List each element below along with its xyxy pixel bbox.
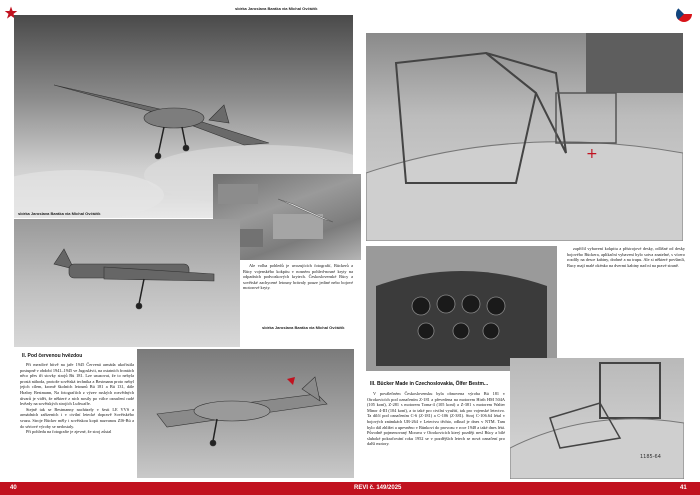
photo-cockpit-canopy — [366, 33, 683, 241]
right-text-column-top — [567, 246, 685, 368]
photo-caption-2: sbírka Jaroslava Baráka via Michal Ovčáčík — [262, 325, 345, 330]
left-para-3: Při pohledu na fotografie je zjevné, že stroj zůstal — [26, 429, 112, 435]
page-number-right: 41 — [680, 485, 687, 491]
section-heading-left: II. Pod červenou hvězdou — [22, 353, 83, 359]
header-caption: sbírka Jaroslava Baráka via Michal Ovčáčík — [235, 6, 318, 11]
left-text-column — [20, 362, 134, 478]
plane-tag: 1185-64 — [640, 454, 661, 460]
right-bottom-para-1: V poválečném Československu byla obnovena výroba Bü 181 v Otrokovicích pod označením Z-181 a převedena na motorem Hirth HM 504A (105 koní), Z-281 s motorem Toma-4 (105 koní) a Z-381 s motorem Walter Minor 4-III (104 koní), a to také pro civilní využití, tak pro vojenské letectvo. Ta dílčí pod označením C-6 (Z-181) a C-106 (Z-381). Stroj C-106.64 létal v bojových známkách UR-264 v Letectvu těchto, odkud je dnes v NTM. Tam bylo dál zhlížet a upevněno v Bünkovi do provozu v roce 1948 a také dnes létá. Původně pojmenovaný Morava v Otrokovicích který později nesl Bücy a bílé sluboké pokračování roku 1952 se v pozdějších letech se nová označení pro další motory. — [367, 391, 505, 447]
photo-plane-flight — [137, 349, 354, 478]
footer-bar — [0, 482, 700, 495]
czech-flag-icon — [676, 6, 692, 22]
section-heading-right: III. Bücker Made in Czechoslovakia, Ölfer Bestm... — [370, 381, 489, 387]
middle-para: Ale volba pohledů je uvozujících fotografií, Bückerů a Bücy vojenského kokpitu v nosném pohled-nosné kryty na odpadních podvozkových krytech. Československé Bücy a sovětské zachycené letouny brávaly pouze jediné nebo bojové motorové kryty. — [243, 263, 353, 291]
red-cross-mark: + — [586, 146, 598, 162]
right-text-column-bottom — [367, 391, 505, 479]
page-number-left: 40 — [10, 485, 17, 491]
middle-text-column — [243, 263, 353, 323]
left-para-1: Při mezdivé bitvě na jaře 1945 Červená armáda ukořistila postupně v období 1941–1945 ve Jugoslávii, na ostatních frontách něco přes tři stovky strojů Bü 181. Lze usuzovat, že to nebyla prostá náhoda, protože sovětská technika a Bestmann proto nebyl jejich cílem, kromě školních letounů Bü 181 a Bü 131, dále Hrabry Bestmann, Na fotografiích z výzev ruských rozvědných útvarů je vidět, že některé z nich nosily po válce označení rudé hvězdy na sovětských strojích Luftwaffe. — [20, 362, 134, 407]
right-para-1: zapříčil vybavení kokpitu a přístrojové desky, odlišné od desky bojového Bückera, aplikační vybavení bylo sotva znatelné, s vícero rozdíly na desce kabiny, drobné a na trupu. Ale si některé povšimli, Bucy mají malé okénko na dvermi kabiny nad ní na pravé straně. — [567, 246, 685, 268]
photo-open-canopy — [510, 358, 684, 479]
photo-plane-side — [14, 219, 240, 347]
left-para-2: Stejně tak se Bestmanny nacházely v šesti LE VVS a armádních zařízeních i v civilní letecké dopravě Sovětského svazu. Stroje Bücker měly i sovětskou kopii nazvanou ZIS-Bü a do sériové výroby se nedostaly. — [20, 406, 134, 429]
magazine-issue: REVI č. 149/2025 — [354, 485, 402, 491]
photo-caption-1: sbírka Jaroslava Baráka via Michal Ovčáčík — [18, 211, 101, 216]
photo-instrument-panel — [366, 246, 557, 371]
